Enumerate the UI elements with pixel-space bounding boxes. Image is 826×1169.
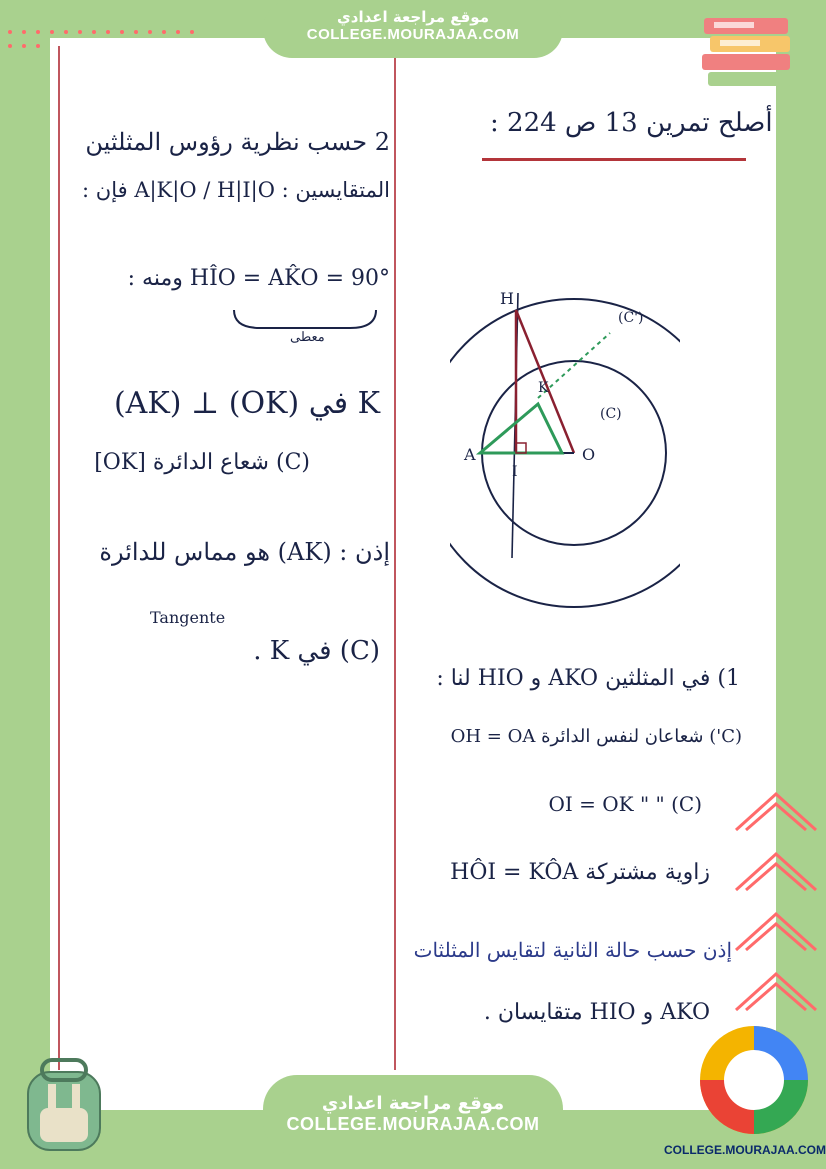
circles-figure: [450, 238, 680, 658]
left-line-1: 2 حسب نظرية رؤوس المثلثين: [85, 128, 390, 156]
heading-underline: [482, 158, 746, 161]
given-bracket: [230, 308, 380, 334]
svg-text:(C'): (C'): [618, 310, 644, 326]
left-line-9: (C) في K .: [253, 636, 380, 666]
svg-text:A: A: [464, 445, 476, 464]
svg-text:K: K: [538, 380, 549, 396]
column-divider: [394, 46, 396, 1070]
site-name-top: موقع مراجعة اعدادي: [337, 8, 489, 26]
left-line-7: إذن : (AK) هو مماس للدائرة: [99, 538, 390, 566]
right-line-6: AKO و HIO متقايسان .: [483, 1000, 710, 1025]
left-line-6: (C) شعاع الدائرة [OK]: [94, 450, 310, 475]
right-line-1: 1) في المثلثين AKO و HIO لنا :: [436, 666, 740, 691]
exercise-heading: أصلح تمرين 13 ص 224 :: [490, 108, 773, 138]
backpack-icon: [14, 1054, 114, 1154]
logo-caption: COLLEGE.MOURAJAA.COM: [664, 1143, 826, 1157]
site-url-top[interactable]: COLLEGE.MOURAJAA.COM: [306, 26, 520, 43]
left-line-5: K في (OK) ⊥ (AK): [113, 386, 380, 421]
svg-text:I: I: [512, 464, 518, 480]
right-line-3: (C) " " OI = OK: [548, 792, 702, 816]
books-icon: [700, 12, 800, 92]
left-note-given: معطى: [290, 330, 325, 345]
site-url-bottom[interactable]: COLLEGE.MOURAJAA.COM: [286, 1114, 540, 1134]
bottom-site-banner: [263, 1075, 563, 1155]
chevron-decoration: [732, 790, 820, 1030]
margin-rule: [58, 46, 60, 1070]
right-line-5: إذن حسب حالة الثانية لتقايس المثلثات: [413, 938, 732, 962]
worksheet-page: [50, 38, 776, 1110]
left-line-3: HÎO = AK̂O = 90° ومنه :: [127, 266, 390, 291]
site-name-bottom: موقع مراجعة اعدادي: [321, 1093, 505, 1114]
top-site-banner: [263, 0, 563, 58]
right-line-2: (C') شعاعان لنفس الدائرة OH = OA: [450, 726, 742, 747]
svg-text:H: H: [500, 289, 514, 308]
left-line-2: المتقايسين : A|K|O / H|I|O فإن :: [82, 178, 390, 202]
right-line-4: زاوية مشتركة HÔI = KÔA: [450, 860, 710, 885]
svg-text:(C): (C): [600, 406, 622, 422]
svg-text:O: O: [582, 445, 596, 464]
site-logo: [696, 1022, 812, 1138]
left-note-tangente: Tangente: [150, 608, 226, 627]
